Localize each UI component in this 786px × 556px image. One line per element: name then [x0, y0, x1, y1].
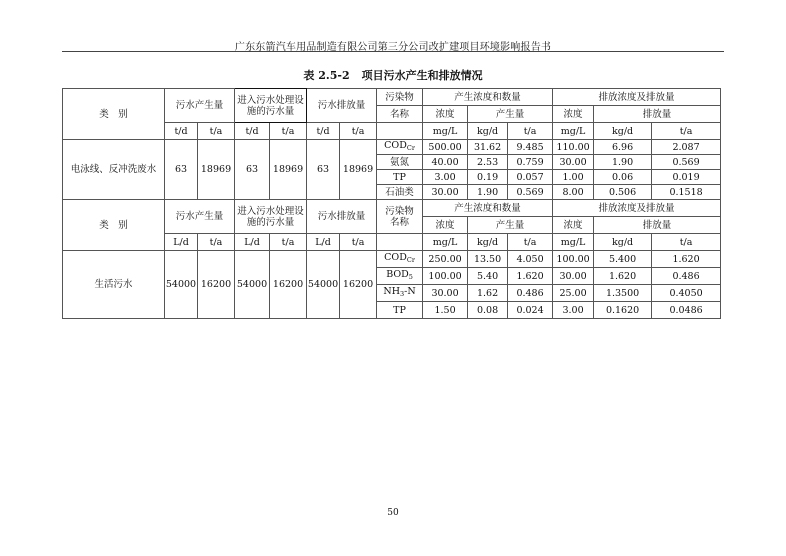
s1-amount-header-1: 产生量	[468, 106, 553, 123]
s2-value-cell: 0.486	[508, 285, 553, 302]
s1-unit-cell: t/d	[165, 123, 198, 140]
s1-discharge-header: 污水排放量	[307, 89, 377, 123]
s2-flow-value: 54000	[165, 251, 198, 319]
s1-value-cell: 500.00	[423, 140, 468, 155]
s1-value-cell: 0.569	[652, 155, 721, 170]
s2-value-cell: 4.050	[508, 251, 553, 268]
s1-value-cell: 110.00	[553, 140, 594, 155]
s1-unit-cell: t/a	[652, 123, 721, 140]
s2-header-row-1	[63, 200, 721, 217]
pollutant-main: TP	[393, 304, 406, 316]
s2-pollutant-name-header: 污染物名称	[377, 200, 423, 234]
s2-data-row	[63, 251, 721, 268]
s1-value-cell: 2.087	[652, 140, 721, 155]
s2-dis-conc-amount-header: 排放浓度及排放量	[553, 200, 721, 217]
s1-value-cell: 9.485	[508, 140, 553, 155]
s2-value-cell: 100.00	[553, 251, 594, 268]
s2-unit-cell: t/a	[270, 234, 307, 251]
s2-conc-header-1: 浓度	[423, 217, 468, 234]
s2-value-cell: 250.00	[423, 251, 468, 268]
s1-value-cell: 0.506	[594, 185, 652, 200]
pollutant-subscript: Cr	[406, 256, 415, 264]
s2-unit-cell: mg/L	[423, 234, 468, 251]
s1-pollutant-header: 污染物	[377, 89, 423, 106]
s2-unit-cell: t/a	[198, 234, 235, 251]
s2-unit-cell: t/a	[340, 234, 377, 251]
s1-value-cell: 1.90	[594, 155, 652, 170]
s2-into-facility-header: 进入污水处理设施的污水量	[235, 200, 307, 234]
s1-amount-header-2: 排放量	[594, 106, 721, 123]
s2-value-cell: 100.00	[423, 268, 468, 285]
s2-value-cell: 3.00	[553, 302, 594, 319]
s2-category-header: 类 别	[63, 200, 165, 251]
s2-value-cell: 25.00	[553, 285, 594, 302]
s1-value-cell: 0.19	[468, 170, 508, 185]
s1-unit-cell: t/a	[198, 123, 235, 140]
s1-flow-value: 63	[165, 140, 198, 200]
s2-pollutant-name	[377, 285, 423, 302]
section-domestic	[63, 200, 721, 319]
s1-flow-value: 18969	[198, 140, 235, 200]
pollutant-subscript: 5	[408, 273, 413, 281]
s2-value-cell: 1.620	[594, 268, 652, 285]
pollutant-subscript: 3	[400, 290, 405, 298]
s1-value-cell: 3.00	[423, 170, 468, 185]
s1-flow-value: 63	[307, 140, 340, 200]
s2-pollutant-name	[377, 268, 423, 285]
s2-amount-header-1: 产生量	[468, 217, 553, 234]
s1-value-cell: 31.62	[468, 140, 508, 155]
pollutant-main: 氨氮	[390, 156, 410, 168]
s1-value-cell: 30.00	[423, 185, 468, 200]
s2-unit-cell: t/a	[508, 234, 553, 251]
s1-unit-spacer	[377, 123, 423, 140]
wastewater-table	[62, 88, 721, 319]
s1-value-cell: 0.759	[508, 155, 553, 170]
table-caption	[0, 67, 786, 83]
s2-unit-cell: L/d	[165, 234, 198, 251]
pollutant-main: 石油类	[385, 186, 414, 198]
s1-value-cell: 6.96	[594, 140, 652, 155]
s2-amount-header-2: 排放量	[594, 217, 721, 234]
s2-unit-cell: L/d	[307, 234, 340, 251]
s1-unit-cell: mg/L	[553, 123, 594, 140]
s2-conc-header-2: 浓度	[553, 217, 594, 234]
pollutant-main: TP	[393, 171, 406, 183]
s1-data-row	[63, 140, 721, 155]
s1-value-cell: 1.90	[468, 185, 508, 200]
s1-unit-cell: t/d	[235, 123, 270, 140]
s2-flow-value: 16200	[340, 251, 377, 319]
page-header: 广东东箭汽车用品制造有限公司第三分公司改扩建项目环境影响报告书	[234, 42, 552, 53]
s2-value-cell: 30.00	[423, 285, 468, 302]
s1-value-cell: 8.00	[553, 185, 594, 200]
s1-value-cell: 30.00	[553, 155, 594, 170]
s2-unit-cell: kg/d	[468, 234, 508, 251]
s2-value-cell: 0.08	[468, 302, 508, 319]
s2-value-cell: 5.40	[468, 268, 508, 285]
s1-unit-cell: t/a	[508, 123, 553, 140]
s2-unit-cell: t/a	[652, 234, 721, 251]
page-number: 50	[387, 508, 399, 518]
s1-value-cell: 2.53	[468, 155, 508, 170]
s1-value-cell: 0.1518	[652, 185, 721, 200]
s1-flow-value: 63	[235, 140, 270, 200]
s2-value-cell: 0.024	[508, 302, 553, 319]
s1-unit-cell: kg/d	[468, 123, 508, 140]
s2-gen-conc-amount-header: 产生浓度和数量	[423, 200, 553, 217]
s2-flow-value: 16200	[270, 251, 307, 319]
s1-dis-conc-amount-header: 排放浓度及排放量	[553, 89, 721, 106]
s1-category-header: 类 别	[63, 89, 165, 140]
s1-unit-cell: kg/d	[594, 123, 652, 140]
s1-value-cell: 0.06	[594, 170, 652, 185]
pollutant-suffix: -N	[404, 286, 416, 297]
s2-value-cell: 1.50	[423, 302, 468, 319]
s1-gen-conc-amount-header: 产生浓度和数量	[423, 89, 553, 106]
caption-title: 项目污水产生和排放情况	[361, 69, 483, 82]
s2-pollutant-name	[377, 302, 423, 319]
s1-unit-cell: t/a	[270, 123, 307, 140]
s1-pollutant-name	[377, 155, 423, 170]
s2-value-cell: 1.620	[508, 268, 553, 285]
s2-category-label: 生活污水	[63, 251, 165, 319]
header-rule	[62, 51, 724, 52]
s2-unit-spacer	[377, 234, 423, 251]
s1-flow-value: 18969	[340, 140, 377, 200]
s1-unit-cell: mg/L	[423, 123, 468, 140]
s2-value-cell: 0.4050	[652, 285, 721, 302]
s2-value-cell: 0.486	[652, 268, 721, 285]
s1-value-cell: 0.569	[508, 185, 553, 200]
s1-value-cell: 40.00	[423, 155, 468, 170]
s2-value-cell: 30.00	[553, 268, 594, 285]
s1-pollutant-name	[377, 140, 423, 155]
s2-unit-cell: L/d	[235, 234, 270, 251]
pollutant-main: NH	[383, 286, 401, 297]
s2-value-cell: 5.400	[594, 251, 652, 268]
pollutant-main: BOD	[386, 269, 409, 280]
s2-value-cell: 1.620	[652, 251, 721, 268]
s2-flow-value: 54000	[307, 251, 340, 319]
s1-flow-value: 18969	[270, 140, 307, 200]
s2-value-cell: 13.50	[468, 251, 508, 268]
s2-unit-cell: kg/d	[594, 234, 652, 251]
s2-generation-header: 污水产生量	[165, 200, 235, 234]
s1-pollutant-name	[377, 185, 423, 200]
s2-flow-value: 54000	[235, 251, 270, 319]
s2-value-cell: 0.1620	[594, 302, 652, 319]
s2-pollutant-name	[377, 251, 423, 268]
s2-value-cell: 0.0486	[652, 302, 721, 319]
s2-flow-value: 16200	[198, 251, 235, 319]
s1-value-cell: 0.057	[508, 170, 553, 185]
s1-generation-header: 污水产生量	[165, 89, 235, 123]
s1-conc-header-1: 浓度	[423, 106, 468, 123]
s1-value-cell: 1.00	[553, 170, 594, 185]
pollutant-main: COD	[384, 140, 407, 151]
s1-conc-header-2: 浓度	[553, 106, 594, 123]
s1-category-label: 电泳线、反冲洗废水	[63, 140, 165, 200]
s2-unit-cell: mg/L	[553, 234, 594, 251]
pollutant-subscript: Cr	[406, 144, 415, 152]
caption-number: 表 2.5-2	[303, 69, 350, 82]
s1-pollutant-name	[377, 170, 423, 185]
pollutant-main: COD	[384, 252, 407, 263]
s1-into-facility-header: 进入污水处理设施的污水量	[235, 89, 307, 123]
s2-discharge-header: 污水排放量	[307, 200, 377, 234]
s1-value-cell: 0.019	[652, 170, 721, 185]
s1-header-row-1	[63, 89, 721, 106]
section-industrial	[63, 89, 721, 200]
s2-value-cell: 1.62	[468, 285, 508, 302]
s1-unit-cell: t/d	[307, 123, 340, 140]
s2-value-cell: 1.3500	[594, 285, 652, 302]
s1-pollutant-name-header: 名称	[377, 106, 423, 123]
s1-unit-cell: t/a	[340, 123, 377, 140]
